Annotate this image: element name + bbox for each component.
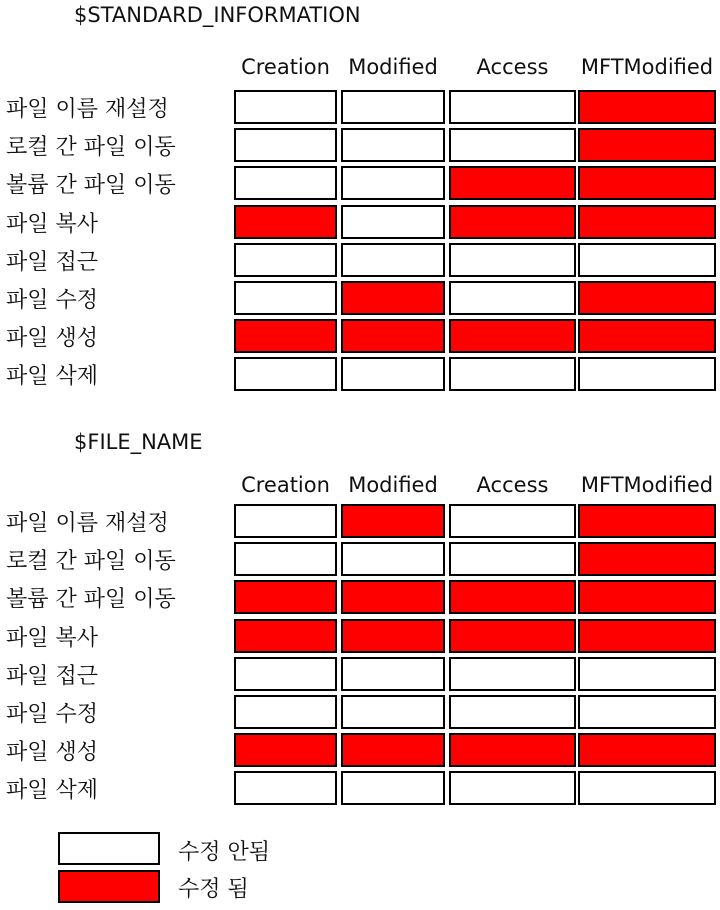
cell-access-modified	[449, 166, 576, 200]
cell-modified-unmodified	[341, 166, 445, 200]
cell-access-unmodified	[449, 357, 576, 391]
section-title: $STANDARD_INFORMATION	[74, 3, 361, 27]
cell-creation-unmodified	[234, 90, 337, 124]
cell-modified-unmodified	[341, 90, 445, 124]
cell-mftmodified-unmodified	[578, 695, 716, 729]
cell-mftmodified-modified	[578, 128, 716, 162]
cell-modified-unmodified	[341, 128, 445, 162]
cell-modified-modified	[341, 281, 445, 315]
row-label: 파일 접근	[6, 249, 99, 275]
column-header-modified: Modified	[348, 473, 438, 497]
legend-label-not-modified: 수정 안됨	[178, 840, 271, 865]
cell-access-modified	[449, 319, 576, 353]
column-header-mftmodified: MFTModified	[580, 55, 714, 79]
cell-mftmodified-unmodified	[578, 357, 716, 391]
cell-creation-unmodified	[234, 243, 337, 277]
cell-modified-unmodified	[341, 542, 445, 576]
row-label: 파일 이름 재설정	[6, 97, 169, 122]
cell-access-unmodified	[449, 695, 576, 729]
cell-modified-modified	[341, 319, 445, 353]
row-label: 로컬 간 파일 이동	[6, 135, 176, 161]
cell-mftmodified-modified	[578, 166, 716, 200]
cell-modified-modified	[341, 733, 445, 767]
cell-mftmodified-modified	[578, 281, 716, 315]
cell-modified-unmodified	[341, 657, 445, 691]
cell-creation-modified	[234, 619, 337, 653]
cell-mftmodified-unmodified	[578, 243, 716, 277]
cell-mftmodified-modified	[578, 90, 716, 124]
cell-modified-unmodified	[341, 695, 445, 729]
legend-label-modified: 수정 됨	[178, 877, 249, 902]
column-header-creation: Creation	[241, 473, 330, 497]
cell-creation-unmodified	[234, 657, 337, 691]
section-title: $FILE_NAME	[74, 430, 203, 454]
cell-mftmodified-modified	[578, 319, 716, 353]
cell-access-unmodified	[449, 542, 576, 576]
cell-mftmodified-unmodified	[578, 657, 716, 691]
cell-access-unmodified	[449, 657, 576, 691]
cell-mftmodified-modified	[578, 619, 716, 653]
row-label: 파일 수정	[6, 702, 99, 727]
cell-creation-unmodified	[234, 357, 337, 391]
cell-access-unmodified	[449, 771, 576, 805]
row-label: 파일 복사	[6, 211, 99, 237]
cell-modified-modified	[341, 619, 445, 653]
cell-access-unmodified	[449, 281, 576, 315]
cell-mftmodified-unmodified	[578, 771, 716, 805]
cell-access-unmodified	[449, 90, 576, 124]
cell-access-modified	[449, 733, 576, 767]
row-label: 파일 이름 재설정	[6, 511, 169, 536]
column-header-modified: Modified	[348, 55, 438, 79]
row-label: 파일 생성	[6, 326, 99, 352]
legend-swatch-modified	[58, 870, 160, 903]
cell-modified-unmodified	[341, 205, 445, 239]
cell-modified-unmodified	[341, 243, 445, 277]
cell-mftmodified-modified	[578, 733, 716, 767]
row-label: 파일 복사	[6, 625, 99, 651]
column-header-creation: Creation	[241, 55, 330, 79]
row-label: 볼륨 간 파일 이동	[6, 173, 176, 199]
row-label: 파일 삭제	[6, 778, 99, 804]
cell-modified-unmodified	[341, 771, 445, 805]
cell-creation-unmodified	[234, 281, 337, 315]
row-label: 파일 삭제	[6, 364, 99, 390]
row-label: 파일 생성	[6, 740, 99, 766]
cell-access-unmodified	[449, 128, 576, 162]
cell-creation-unmodified	[234, 771, 337, 805]
cell-creation-unmodified	[234, 695, 337, 729]
row-label: 파일 접근	[6, 663, 99, 689]
cell-mftmodified-modified	[578, 580, 716, 614]
column-header-access: Access	[476, 55, 549, 79]
cell-access-unmodified	[449, 243, 576, 277]
cell-creation-modified	[234, 580, 337, 614]
cell-mftmodified-modified	[578, 504, 716, 538]
cell-modified-modified	[341, 580, 445, 614]
cell-mftmodified-modified	[578, 205, 716, 239]
cell-creation-unmodified	[234, 542, 337, 576]
cell-modified-unmodified	[341, 357, 445, 391]
cell-creation-unmodified	[234, 128, 337, 162]
legend-swatch-not-modified	[58, 832, 160, 865]
cell-access-modified	[449, 619, 576, 653]
column-header-access: Access	[476, 473, 549, 497]
cell-modified-modified	[341, 504, 445, 538]
cell-access-unmodified	[449, 504, 576, 538]
cell-creation-modified	[234, 733, 337, 767]
cell-creation-unmodified	[234, 166, 337, 200]
cell-creation-unmodified	[234, 504, 337, 538]
cell-creation-modified	[234, 319, 337, 353]
cell-creation-modified	[234, 205, 337, 239]
row-label: 로컬 간 파일 이동	[6, 549, 176, 575]
row-label: 볼륨 간 파일 이동	[6, 587, 176, 613]
cell-access-modified	[449, 205, 576, 239]
cell-mftmodified-modified	[578, 542, 716, 576]
column-header-mftmodified: MFTModified	[580, 473, 714, 497]
row-label: 파일 수정	[6, 288, 99, 313]
cell-access-modified	[449, 580, 576, 614]
